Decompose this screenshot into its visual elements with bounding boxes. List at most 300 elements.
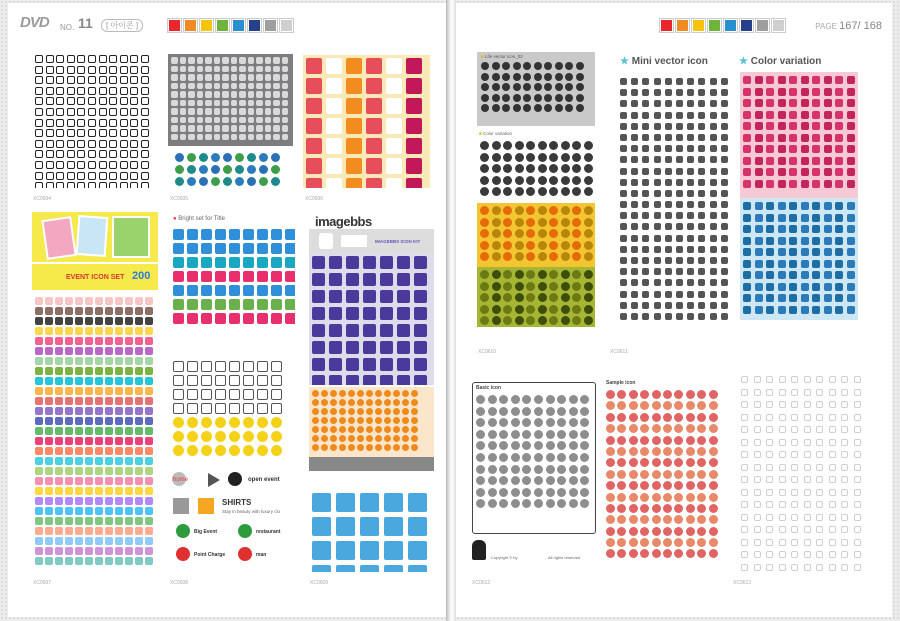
icon [414,324,427,337]
icon [835,168,843,176]
icon [135,557,143,565]
cat-logo-icon [472,540,486,560]
icon [257,417,268,428]
icon [812,168,820,176]
icon [386,98,402,114]
icon [743,294,751,302]
icon [35,307,43,315]
icon [223,153,232,162]
icon [534,73,542,81]
icon [606,424,615,433]
icon [243,257,254,268]
icon [503,218,512,227]
icon [85,517,93,525]
icon [397,358,410,371]
icon [95,427,103,435]
icon [841,514,848,521]
icon [35,497,43,505]
icon [214,134,221,141]
icon [576,104,584,112]
icon [526,252,535,261]
icon [366,138,382,154]
icon [687,313,694,320]
icon [557,465,566,474]
icon [779,551,786,558]
icon [565,94,573,102]
icon [330,426,337,433]
icon [557,418,566,427]
icon [85,497,93,505]
icon [841,426,848,433]
icon [526,282,535,291]
icon [617,424,626,433]
icon [492,241,501,250]
icon [414,341,427,354]
icon [835,202,843,210]
icon [654,246,661,253]
icon [789,157,797,165]
icon [95,447,103,455]
icon [273,57,280,64]
icon [171,83,178,90]
icon [363,358,376,371]
icon [35,407,43,415]
icon [135,497,143,505]
color-variation-small: ■ Color variation [479,131,512,136]
icon [620,179,627,186]
icon [384,493,403,512]
icon [411,417,418,424]
icon [180,91,187,98]
icon [561,252,570,261]
icon [779,376,786,383]
icon [187,403,198,414]
icon [247,153,256,162]
icon [141,87,149,95]
icon [329,307,342,320]
icon [854,564,861,571]
icon [620,223,627,230]
icon [393,408,400,415]
icon [710,100,717,107]
icon [480,241,489,250]
icon [145,347,153,355]
icon [710,268,717,275]
icon [56,140,64,148]
icon [697,470,706,479]
icon [561,305,570,314]
tile-code: XC0611 [610,349,628,355]
icon [766,202,774,210]
icon [652,470,661,479]
icon [336,541,355,560]
icon [85,407,93,415]
icon [67,97,75,105]
icon [384,408,391,415]
icon [515,241,524,250]
icon [721,235,728,242]
icon [789,99,797,107]
icon [710,112,717,119]
icon [312,426,319,433]
icon [85,327,93,335]
icon [824,294,832,302]
icon [105,387,113,395]
icon [215,417,226,428]
icon [617,527,626,536]
icon [674,549,683,558]
icon [95,317,103,325]
icon [130,76,138,84]
icon [357,408,364,415]
icon [65,547,73,555]
icon [239,83,246,90]
icon [804,426,811,433]
icon [812,157,820,165]
icon [561,316,570,325]
icon [187,243,198,254]
icon [835,134,843,142]
icon [801,283,809,291]
icon [492,316,501,325]
icon [321,444,328,451]
icon [561,187,570,196]
icon [125,467,133,475]
icon [46,108,54,116]
icon [55,367,63,375]
icon [201,403,212,414]
icon [789,122,797,130]
icon [171,66,178,73]
icon [171,57,178,64]
icon [56,76,64,84]
icon [55,337,63,345]
icon [829,451,836,458]
icon [55,317,63,325]
icon [804,501,811,508]
icon [408,541,427,560]
icon [766,526,773,533]
icon [584,176,593,185]
icon [515,141,524,150]
icon [85,437,93,445]
icon [105,537,113,545]
icon [215,389,226,400]
icon [663,424,672,433]
icon [393,399,400,406]
icon [631,235,638,242]
icon [569,488,578,497]
icon [65,357,73,365]
icon [572,218,581,227]
icon [561,229,570,238]
icon [45,387,53,395]
icon [791,489,798,496]
icon [476,465,485,474]
icon [640,515,649,524]
icon [271,299,282,310]
icon [620,78,627,85]
icon [188,74,195,81]
icon [584,305,593,314]
icon [67,66,75,74]
icon [698,123,705,130]
icon [546,476,555,485]
icon [175,177,184,186]
icon [65,517,73,525]
icon [642,291,649,298]
icon [312,256,325,269]
icon [55,427,63,435]
icon [741,451,748,458]
icon [321,435,328,442]
icon [239,134,246,141]
icon [835,294,843,302]
icon [526,270,535,279]
icon [55,527,63,535]
icon [229,445,240,456]
icon [35,467,43,475]
icon [145,547,153,555]
icon [766,145,774,153]
icon [85,427,93,435]
icon [46,87,54,95]
icon [214,83,221,90]
icon [145,307,153,315]
icon [476,441,485,450]
icon [115,457,123,465]
icon [35,507,43,515]
icon [55,407,63,415]
icon [135,297,143,305]
icon [205,100,212,107]
icon [812,134,820,142]
icon [211,165,220,174]
icon [45,517,53,525]
icon [201,375,212,386]
volume-tag: [ 아이콘 ] [101,19,143,32]
icon [743,76,751,84]
icon [75,427,83,435]
icon [676,212,683,219]
icon [687,246,694,253]
icon [511,488,520,497]
icon [45,487,53,495]
icon [197,57,204,64]
icon [115,387,123,395]
icon [46,161,54,169]
icon [538,305,547,314]
icon [841,564,848,571]
icon [801,248,809,256]
icon [105,507,113,515]
icon [65,387,73,395]
icon [791,539,798,546]
icon [171,100,178,107]
icon [171,134,178,141]
icon [197,66,204,73]
icon [205,117,212,124]
icon [812,145,820,153]
icon [801,111,809,119]
icon [366,444,373,451]
icon [45,337,53,345]
icon [743,99,751,107]
icon [187,431,198,442]
icon [109,87,117,95]
icon-tile-pink-variation [740,72,858,198]
icon [229,375,240,386]
icon [801,237,809,245]
icon [480,141,489,150]
icon [697,413,706,422]
icon [105,557,113,565]
icon [330,390,337,397]
icon [665,246,672,253]
icon [480,316,489,325]
icon [502,62,510,70]
icon [829,376,836,383]
icon [721,145,728,152]
icon [326,98,342,114]
icon [697,390,706,399]
icon [544,62,552,70]
icon [721,257,728,264]
icon [56,119,64,127]
icon [339,408,346,415]
icon [754,526,761,533]
icon [766,99,774,107]
icon [46,66,54,74]
icon [710,78,717,85]
icon [55,557,63,565]
icon [544,104,552,112]
icon [197,74,204,81]
icon [804,464,811,471]
icon [854,464,861,471]
icon [109,172,117,180]
icon [841,539,848,546]
icon [201,431,212,442]
icon [256,134,263,141]
icon [640,493,649,502]
tile-code: XC0609 [310,580,329,586]
icon [180,57,187,64]
icon [778,168,786,176]
icon [56,87,64,95]
color-swatch [756,19,769,32]
icon [256,108,263,115]
icon [569,418,578,427]
imagebbs-header [309,213,434,253]
icon [804,539,811,546]
icon [282,100,289,107]
icon [642,246,649,253]
icon [231,91,238,98]
icon [778,88,786,96]
icon [572,305,581,314]
icon [804,401,811,408]
icon [141,76,149,84]
icon [67,55,75,63]
icon [698,291,705,298]
icon [686,538,695,547]
icon [85,557,93,565]
icon [709,447,718,456]
icon [211,153,220,162]
icon [538,206,547,215]
icon [329,358,342,371]
icon-tile-light-outline [733,368,863,574]
icon [105,407,113,415]
icon [285,229,295,240]
icon [572,293,581,302]
icon [526,153,535,162]
icon [35,387,43,395]
icon [503,282,512,291]
icon [804,439,811,446]
page-fold [446,0,456,621]
icon [709,527,718,536]
icon [755,180,763,188]
icon [687,268,694,275]
icon [698,112,705,119]
icon [687,78,694,85]
icon [741,489,748,496]
icon [503,305,512,314]
icon [35,557,43,565]
icon [631,291,638,298]
icon [640,504,649,513]
icon [779,389,786,396]
icon [755,237,763,245]
icon [654,168,661,175]
icon [538,316,547,325]
icon [271,177,280,186]
icon [411,444,418,451]
icon [709,413,718,422]
tile-code: XC0608 [170,580,189,586]
icon [326,58,342,74]
icon [791,401,798,408]
icon [766,283,774,291]
icon [492,282,501,291]
icon-tile-mini-vector [617,72,735,320]
icon [480,187,489,196]
icon [135,437,143,445]
icon [812,294,820,302]
icon [561,206,570,215]
icon [561,270,570,279]
icon [755,168,763,176]
icon [346,78,362,94]
icon [492,176,501,185]
icon [654,134,661,141]
icon [816,401,823,408]
icon [565,73,573,81]
icon [847,157,855,165]
icon [397,273,410,286]
tile-code: XC0605 [170,196,189,202]
icon [829,489,836,496]
icon [222,117,229,124]
icon [35,150,43,158]
icon [674,493,683,502]
icon [584,218,593,227]
icon [652,436,661,445]
icon [721,134,728,141]
icon [766,237,774,245]
